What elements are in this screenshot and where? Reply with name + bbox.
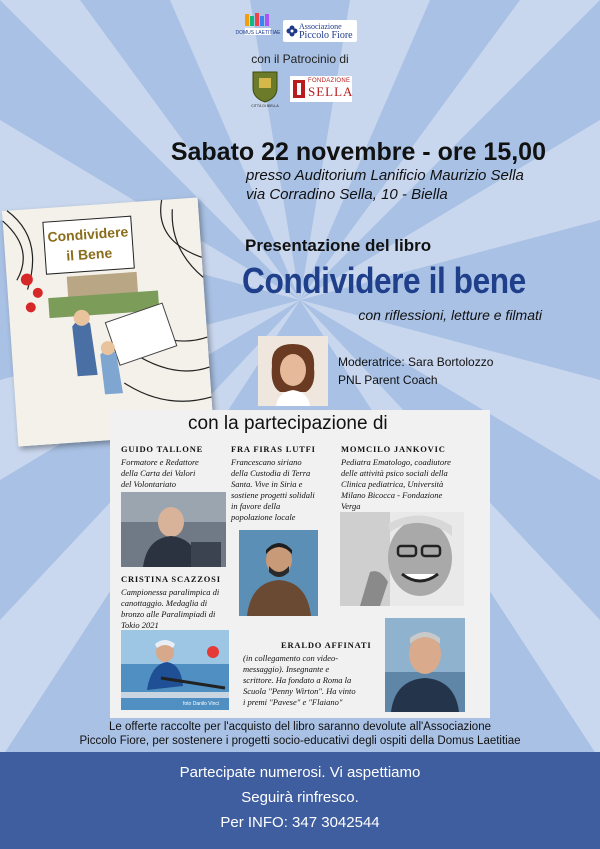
participant-firas-lutfi	[231, 444, 341, 523]
participant-guido-tallone	[121, 444, 231, 490]
event-venue	[246, 166, 524, 204]
photo-cristina-scazzosi	[121, 630, 229, 710]
desc-line: canottaggio. Medaglia di	[121, 598, 208, 608]
desc-line: Verga	[341, 501, 361, 511]
sella-line2: SELLA	[308, 84, 354, 99]
participant-name: FRA FIRAS LUTFI	[231, 444, 316, 454]
photo-firas-lutfi	[239, 530, 318, 616]
desc-line: sostiene progetti solidali	[231, 490, 315, 500]
moderator-info	[338, 353, 493, 389]
photo-momcilo-jankovic	[340, 512, 464, 606]
photo-eraldo-affinati	[385, 618, 465, 712]
desc-line: delle attività psico sociali della	[341, 468, 448, 478]
patrocinio-label: con il Patrocinio di	[251, 52, 349, 66]
cover-title-line1: Condividere	[46, 223, 129, 245]
flower-icon	[285, 24, 299, 38]
desc-line: Milano Bicocca - Fondazione	[341, 490, 443, 500]
desc-line: Formatore e Redattore	[121, 457, 199, 467]
desc-line: i premi "Pavese" e "Flaiano"	[243, 697, 343, 707]
participant-eraldo-affinati	[243, 640, 383, 708]
footer-banner	[0, 752, 600, 849]
desc-line: della Custodia di Terra	[231, 468, 311, 478]
footer-info-phone: Per INFO: 347 3042544	[220, 814, 380, 831]
domus-laetitiae-logo	[235, 12, 281, 48]
participant-desc	[243, 653, 383, 708]
participants-title: con la partecipazione di	[188, 413, 388, 434]
participant-momcilo-jankovic	[341, 444, 489, 512]
desc-line: Santa. Vive in Siria e	[231, 479, 303, 489]
desc-line: Pediatra Ematologo, coadiutore	[341, 457, 451, 467]
donation-line2: Piccolo Fiore, per sostenere i progetti socio-educativi degli ospiti della Domus Laetitiae	[79, 735, 521, 747]
citta-di-biella-logo	[246, 68, 284, 108]
sella-line1: FONDAZIONE	[308, 78, 351, 84]
participant-desc	[341, 457, 489, 512]
book-subtitle: con riflessioni, letture e filmati	[358, 307, 542, 323]
domus-logo-text: DOMUS LAETITIAE	[235, 30, 281, 36]
participant-name: CRISTINA SCAZZOSI	[121, 574, 221, 584]
footer-refreshment: Seguirà rinfresco.	[241, 789, 359, 806]
photo-guido-tallone	[121, 492, 226, 567]
participant-name: MOMCILO JANKOVIC	[341, 444, 446, 454]
desc-line: (in collegamento con video-	[243, 653, 339, 663]
footer-invite: Partecipate numerosi. Vi aspettiamo	[179, 764, 421, 781]
sella-crest-icon	[292, 79, 306, 99]
participant-name: ERALDO AFFINATI	[281, 640, 372, 650]
piccolo-fiore-logo	[283, 20, 357, 42]
desc-line: Scuola "Penny Wirton". Ha vinto	[243, 686, 356, 696]
desc-line: in favore della	[231, 501, 281, 511]
moderator-name: Moderatrice: Sara Bortolozzo	[338, 355, 494, 369]
event-date-time: Sabato 22 novembre - ore 15,00	[170, 138, 546, 166]
fondazione-sella-logo	[290, 76, 352, 102]
book-title: Condividere il bene	[242, 260, 526, 301]
desc-line: messaggio). Insegnante e	[243, 664, 330, 674]
desc-line: scrittore. Ha fondato a Roma la	[243, 675, 352, 685]
cover-title-line2: il Bene	[65, 244, 113, 264]
desc-line: Clinica pediatrica, Università	[341, 479, 444, 489]
citta-logo-text: CITTÀ DI BIELLA	[251, 104, 279, 108]
desc-line: bronzo alle Paralimpiadi di	[121, 609, 216, 619]
photo-credit: foto Danilo Vinci	[183, 701, 220, 707]
piccolo-fiore-line2: Piccolo Fiore	[299, 30, 353, 41]
venue-line2: via Corradino Sella, 10 - Biella	[246, 186, 448, 203]
desc-line: Campionessa paralimpica di	[121, 587, 220, 597]
desc-line: del Volontariato	[121, 479, 177, 489]
participant-name: GUIDO TALLONE	[121, 444, 204, 454]
venue-line1: presso Auditorium Lanificio Maurizio Sella	[246, 167, 524, 184]
moderator-photo	[258, 336, 328, 406]
participant-cristina-scazzosi	[121, 574, 236, 631]
piccolo-fiore-line1: Associazione	[299, 22, 342, 31]
participant-desc	[121, 457, 231, 490]
desc-line: Francescano siriano	[231, 457, 302, 467]
participant-desc	[121, 587, 236, 631]
donation-note	[0, 720, 600, 748]
desc-line: popolazione locale	[231, 512, 296, 522]
participant-desc	[231, 457, 341, 523]
desc-line: Tokio 2021	[121, 620, 159, 630]
donation-line1: Le offerte raccolte per l'acquisto del libro saranno devolute all'Associazione	[109, 721, 491, 733]
desc-line: della Carta dei Valori	[121, 468, 196, 478]
presentation-label: Presentazione del libro	[245, 236, 432, 255]
moderator-role: PNL Parent Coach	[338, 373, 438, 387]
